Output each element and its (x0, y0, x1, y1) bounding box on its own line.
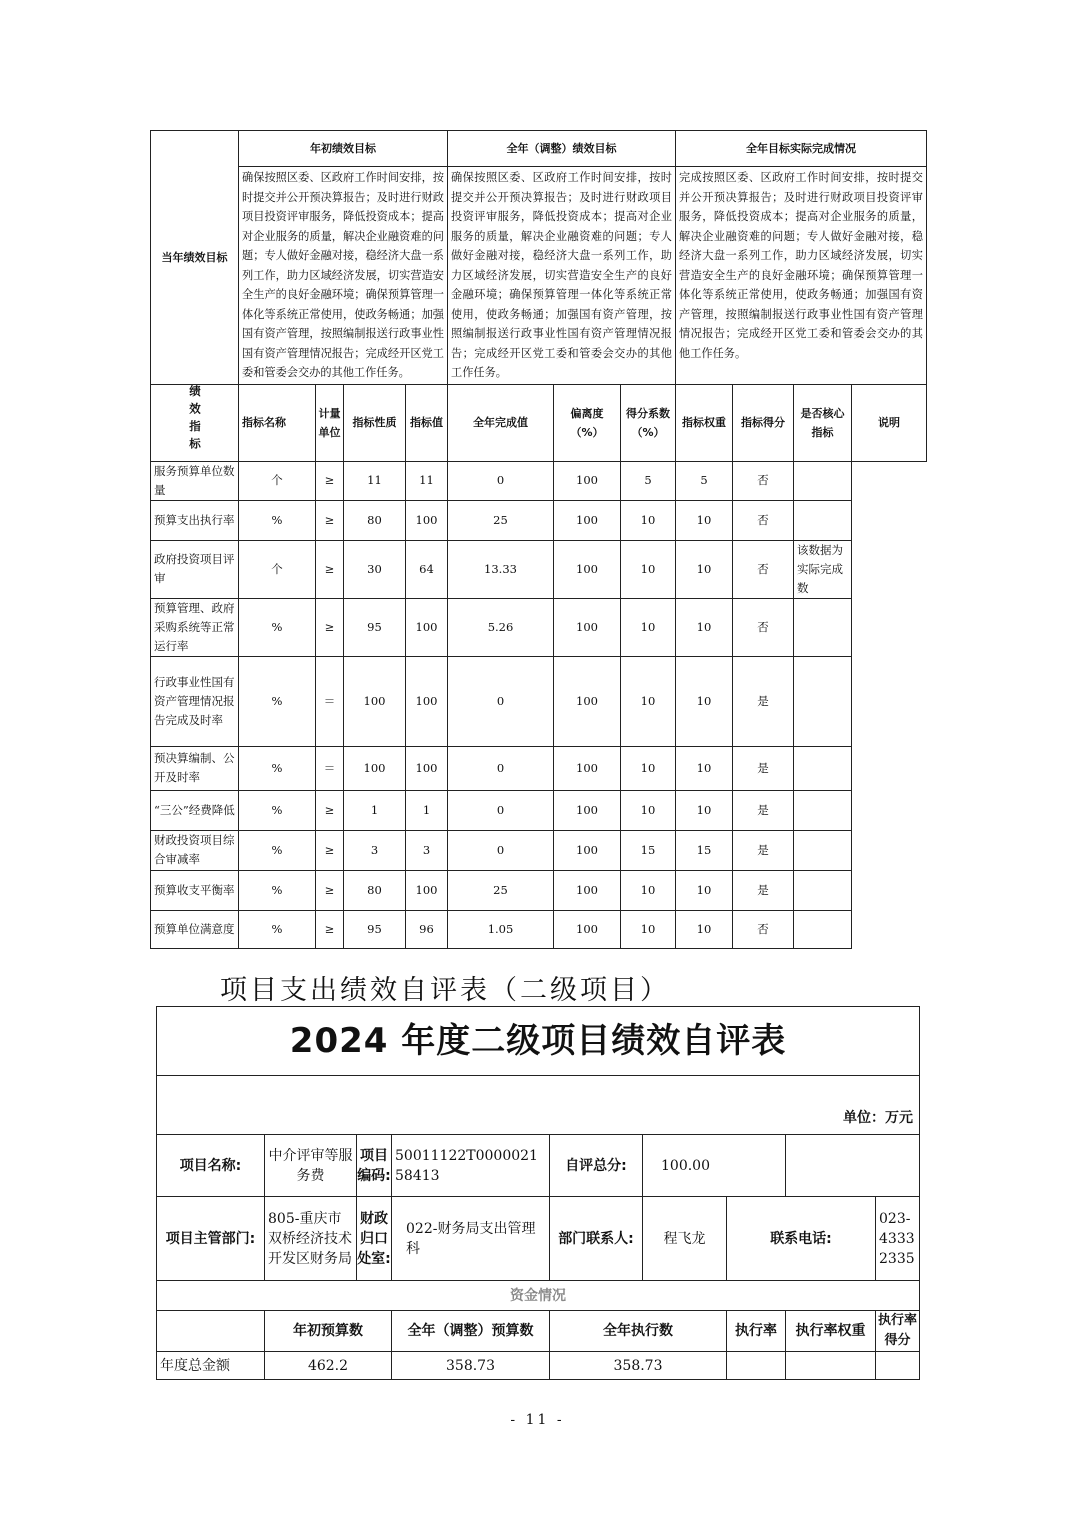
indicator-row (151, 910, 927, 948)
indicator-cell: ≥ (316, 500, 344, 540)
indicator-cell: % (239, 656, 316, 746)
indicator-cell: 该数据为实际完成数 (794, 540, 852, 598)
indicator-cell: % (239, 910, 316, 948)
indicator-row (151, 830, 927, 870)
indicator-cell: 3 (344, 830, 406, 870)
indicator-cell: 1 (406, 790, 448, 830)
indicator-cell: 15 (676, 830, 733, 870)
indicator-cell: 是 (733, 830, 794, 870)
indicator-cell: 11 (344, 461, 406, 500)
indicator-cell: ＝ (316, 656, 344, 746)
indicator-row (151, 461, 927, 500)
indicator-cell: 100 (554, 790, 621, 830)
indicator-cell: 0 (448, 656, 554, 746)
adjusted-goal-text: 确保按照区委、区政府工作时间安排，按时提交并公开预决算报告；及时进行财政项目投资评审服务，降低投资成本；提高对企业服务的质量，解决企业融资难的问题；专人做好金融对接，稳经济大盘一系列工作，助力区域经济发展，切实营造安全生产的良好金融环境；确保预算管理一体化等系统正常使用，使政务畅通；加强国有资产管理，按照编制报送行政事业性国有资产管理情况报告；完成经开区党工委和管委会交办的其他工作任务。 (448, 167, 676, 385)
indicator-cell: 10 (676, 910, 733, 948)
indicator-cell: % (239, 870, 316, 910)
indicator-cell: 否 (733, 461, 794, 500)
indicator-cell: 100 (554, 461, 621, 500)
page-number: - 11 - (510, 1412, 565, 1428)
indicator-header: 全年完成值 (448, 384, 554, 461)
indicator-cell (794, 656, 852, 746)
indicator-cell: 是 (733, 790, 794, 830)
indicator-header: 指标权重 (676, 384, 733, 461)
indicator-cell: 5 (621, 461, 676, 500)
indicator-name: 政府投资项目评审 (151, 540, 239, 598)
total-label: 年度总金额 (157, 1352, 265, 1380)
indicator-cell: 是 (733, 656, 794, 746)
office-label: 财政归口处室: (357, 1197, 392, 1281)
indicator-cell: ≥ (316, 540, 344, 598)
indicator-header: 计量单位 (316, 384, 344, 461)
indicator-cell: ＝ (316, 746, 344, 790)
indicator-cell: 否 (733, 910, 794, 948)
total-value (786, 1352, 876, 1380)
adjusted-goal-header: 全年（调整）绩效目标 (448, 131, 676, 167)
indicator-cell: 30 (344, 540, 406, 598)
indicator-cell: % (239, 790, 316, 830)
indicator-cell (794, 461, 852, 500)
indicator-cell: 100 (554, 870, 621, 910)
indicator-cell: 100 (554, 500, 621, 540)
total-value: 358.73 (392, 1352, 550, 1380)
indicator-cell: ≥ (316, 790, 344, 830)
indicator-row (151, 870, 927, 910)
indicator-cell: 25 (448, 500, 554, 540)
project-code-value: 50011122T000002158413 (392, 1135, 550, 1197)
indicator-row (151, 746, 927, 790)
indicator-cell: 100 (554, 598, 621, 656)
indicators-row-label: 绩效指标 (151, 384, 239, 461)
indicator-row (151, 790, 927, 830)
indicator-cell: 10 (676, 870, 733, 910)
contact-value: 程飞龙 (643, 1197, 727, 1281)
indicator-cell: 80 (344, 500, 406, 540)
indicator-cell: 0 (448, 746, 554, 790)
indicator-name: 预算单位满意度 (151, 910, 239, 948)
indicator-cell: ≥ (316, 598, 344, 656)
self-score-blank (786, 1135, 920, 1197)
indicator-row (151, 540, 927, 598)
indicator-row (151, 598, 927, 656)
funds-col-header: 执行率权重 (786, 1311, 876, 1352)
indicator-row (151, 656, 927, 746)
total-value (727, 1352, 786, 1380)
unit-label: 单位：万元 (157, 1076, 920, 1135)
indicator-cell: 10 (676, 540, 733, 598)
indicator-cell: 10 (676, 790, 733, 830)
indicator-cell: 100 (554, 830, 621, 870)
total-value: 462.2 (265, 1352, 392, 1380)
indicator-cell (794, 830, 852, 870)
indicator-cell: ≥ (316, 461, 344, 500)
indicator-cell: 100 (554, 540, 621, 598)
indicator-header: 是否核心指标 (794, 384, 852, 461)
dept-value: 805-重庆市双桥经济技术开发区财务局 (265, 1197, 357, 1281)
goals-row-label: 当年绩效目标 (151, 131, 239, 385)
indicator-cell: ≥ (316, 910, 344, 948)
actual-goal-text: 完成按照区委、区政府工作时间安排，按时提交并公开预决算报告；及时进行财政项目投资评审服务，降低投资成本；提高对企业服务的质量，解决企业融资难的问题；专人做好金融对接，稳经济大盘一系列工作，助力区域经济发展，切实营造安全生产的良好金融环境；确保预算管理一体化等系统正常使用，使政务畅通；加强国有资产管理，按照编制报送行政事业性国有资产管理情况报告；完成经开区党工委和管委会交办的其他工作任务。 (676, 167, 927, 385)
indicator-name: 预算收支平衡率 (151, 870, 239, 910)
indicator-cell: % (239, 746, 316, 790)
indicator-cell: 个 (239, 540, 316, 598)
indicator-header: 指标值 (406, 384, 448, 461)
indicator-cell: 10 (621, 656, 676, 746)
dept-label: 项目主管部门: (157, 1197, 265, 1281)
total-value (876, 1352, 920, 1380)
total-value: 358.73 (550, 1352, 727, 1380)
indicator-cell: 否 (733, 500, 794, 540)
indicator-cell: ≥ (316, 870, 344, 910)
indicator-header: 指标名称 (239, 384, 316, 461)
indicator-cell: 个 (239, 461, 316, 500)
indicator-header: 偏离度（%） (554, 384, 621, 461)
indicator-cell: 5 (676, 461, 733, 500)
phone-label: 联系电话: (727, 1197, 876, 1281)
indicator-cell: 10 (621, 500, 676, 540)
indicator-cell: 10 (621, 540, 676, 598)
indicator-cell: 100 (554, 656, 621, 746)
indicator-header: 指标得分 (733, 384, 794, 461)
indicator-cell: 100 (554, 746, 621, 790)
funds-col-header: 执行率得分 (876, 1311, 920, 1352)
indicator-cell: 10 (676, 746, 733, 790)
indicator-cell: 5.26 (448, 598, 554, 656)
indicator-cell: 0 (448, 830, 554, 870)
funds-col-header: 执行率 (727, 1311, 786, 1352)
indicator-cell: % (239, 830, 316, 870)
indicator-name: 服务预算单位数量 (151, 461, 239, 500)
form-title: 2024 年度二级项目绩效自评表 (157, 1007, 920, 1076)
funds-col-header: 全年（调整）预算数 (392, 1311, 550, 1352)
indicator-cell: 15 (621, 830, 676, 870)
indicator-header: 说明 (852, 384, 927, 461)
indicator-cell (794, 870, 852, 910)
indicator-row (151, 500, 927, 540)
indicator-cell: 是 (733, 746, 794, 790)
indicator-cell: 10 (621, 598, 676, 656)
indicator-cell: 3 (406, 830, 448, 870)
indicator-cell (794, 500, 852, 540)
project-name-label: 项目名称: (157, 1135, 265, 1197)
performance-goals-table (150, 130, 927, 949)
indicator-cell: 10 (621, 870, 676, 910)
funds-col-header: 全年执行数 (550, 1311, 727, 1352)
funds-header: 资金情况 (157, 1281, 920, 1311)
indicator-cell: 10 (621, 746, 676, 790)
indicator-cell (794, 790, 852, 830)
indicator-cell: 100 (406, 500, 448, 540)
indicator-name: 预决算编制、公开及时率 (151, 746, 239, 790)
project-self-evaluation-form (156, 1006, 920, 1380)
indicator-cell: 11 (406, 461, 448, 500)
section-heading: 项目支出绩效自评表（二级项目） (220, 975, 670, 1006)
indicator-cell: 否 (733, 540, 794, 598)
indicator-cell: 10 (676, 500, 733, 540)
indicator-cell: 10 (621, 910, 676, 948)
indicator-cell: 0 (448, 461, 554, 500)
indicator-cell: 13.33 (448, 540, 554, 598)
indicator-cell: 100 (344, 656, 406, 746)
office-value: 022-财务局支出管理科 (392, 1197, 550, 1281)
indicator-header: 得分系数（%） (621, 384, 676, 461)
indicator-cell (794, 746, 852, 790)
indicator-cell: 0 (448, 790, 554, 830)
self-score-label: 自评总分: (550, 1135, 643, 1197)
indicator-cell: ≥ (316, 830, 344, 870)
indicator-name: 预算管理、政府采购系统等正常运行率 (151, 598, 239, 656)
indicator-cell: 80 (344, 870, 406, 910)
self-score-value: 100.00 (643, 1135, 786, 1197)
indicator-name: 预算支出执行率 (151, 500, 239, 540)
indicator-cell: 1.05 (448, 910, 554, 948)
project-code-label: 项目编码: (357, 1135, 392, 1197)
indicator-cell: 100 (406, 656, 448, 746)
indicator-cell (794, 910, 852, 948)
funds-col-header: 年初预算数 (265, 1311, 392, 1352)
indicator-cell: 否 (733, 598, 794, 656)
indicator-cell: 10 (676, 656, 733, 746)
indicator-cell: 100 (406, 746, 448, 790)
indicator-cell: 是 (733, 870, 794, 910)
indicator-cell: 10 (676, 598, 733, 656)
indicator-cell: 100 (554, 910, 621, 948)
indicator-cell: 10 (621, 790, 676, 830)
indicator-cell: 25 (448, 870, 554, 910)
indicator-cell (794, 598, 852, 656)
phone-value: 023-43332335 (876, 1197, 920, 1281)
initial-goal-text: 确保按照区委、区政府工作时间安排，按时提交并公开预决算报告；及时进行财政项目投资评审服务，降低投资成本；提高对企业服务的质量，解决企业融资难的问题；专人做好金融对接，稳经济大盘一系列工作，助力区域经济发展，切实营造安全生产的良好金融环境；确保预算管理一体化等系统正常使用，使政务畅通；加强国有资产管理，按照编制报送行政事业性国有资产管理情况报告；完成经开区党工委和管委会交办的其他工作任务。 (239, 167, 448, 385)
indicator-name: 财政投资项目综合审减率 (151, 830, 239, 870)
indicator-cell: 96 (406, 910, 448, 948)
indicator-cell: % (239, 598, 316, 656)
indicator-cell: 100 (406, 598, 448, 656)
indicator-cell: 95 (344, 598, 406, 656)
actual-goal-header: 全年目标实际完成情况 (676, 131, 927, 167)
indicator-cell: 64 (406, 540, 448, 598)
funds-header-blank (157, 1311, 265, 1352)
indicator-cell: % (239, 500, 316, 540)
indicator-name: 行政事业性国有资产管理情况报告完成及时率 (151, 656, 239, 746)
indicator-cell: 100 (406, 870, 448, 910)
project-name-value: 中介评审等服务费 (265, 1135, 357, 1197)
initial-goal-header: 年初绩效目标 (239, 131, 448, 167)
indicator-header: 指标性质 (344, 384, 406, 461)
indicator-name: “三公”经费降低 (151, 790, 239, 830)
indicator-cell: 95 (344, 910, 406, 948)
indicator-cell: 1 (344, 790, 406, 830)
contact-label: 部门联系人: (550, 1197, 643, 1281)
indicator-cell: 100 (344, 746, 406, 790)
